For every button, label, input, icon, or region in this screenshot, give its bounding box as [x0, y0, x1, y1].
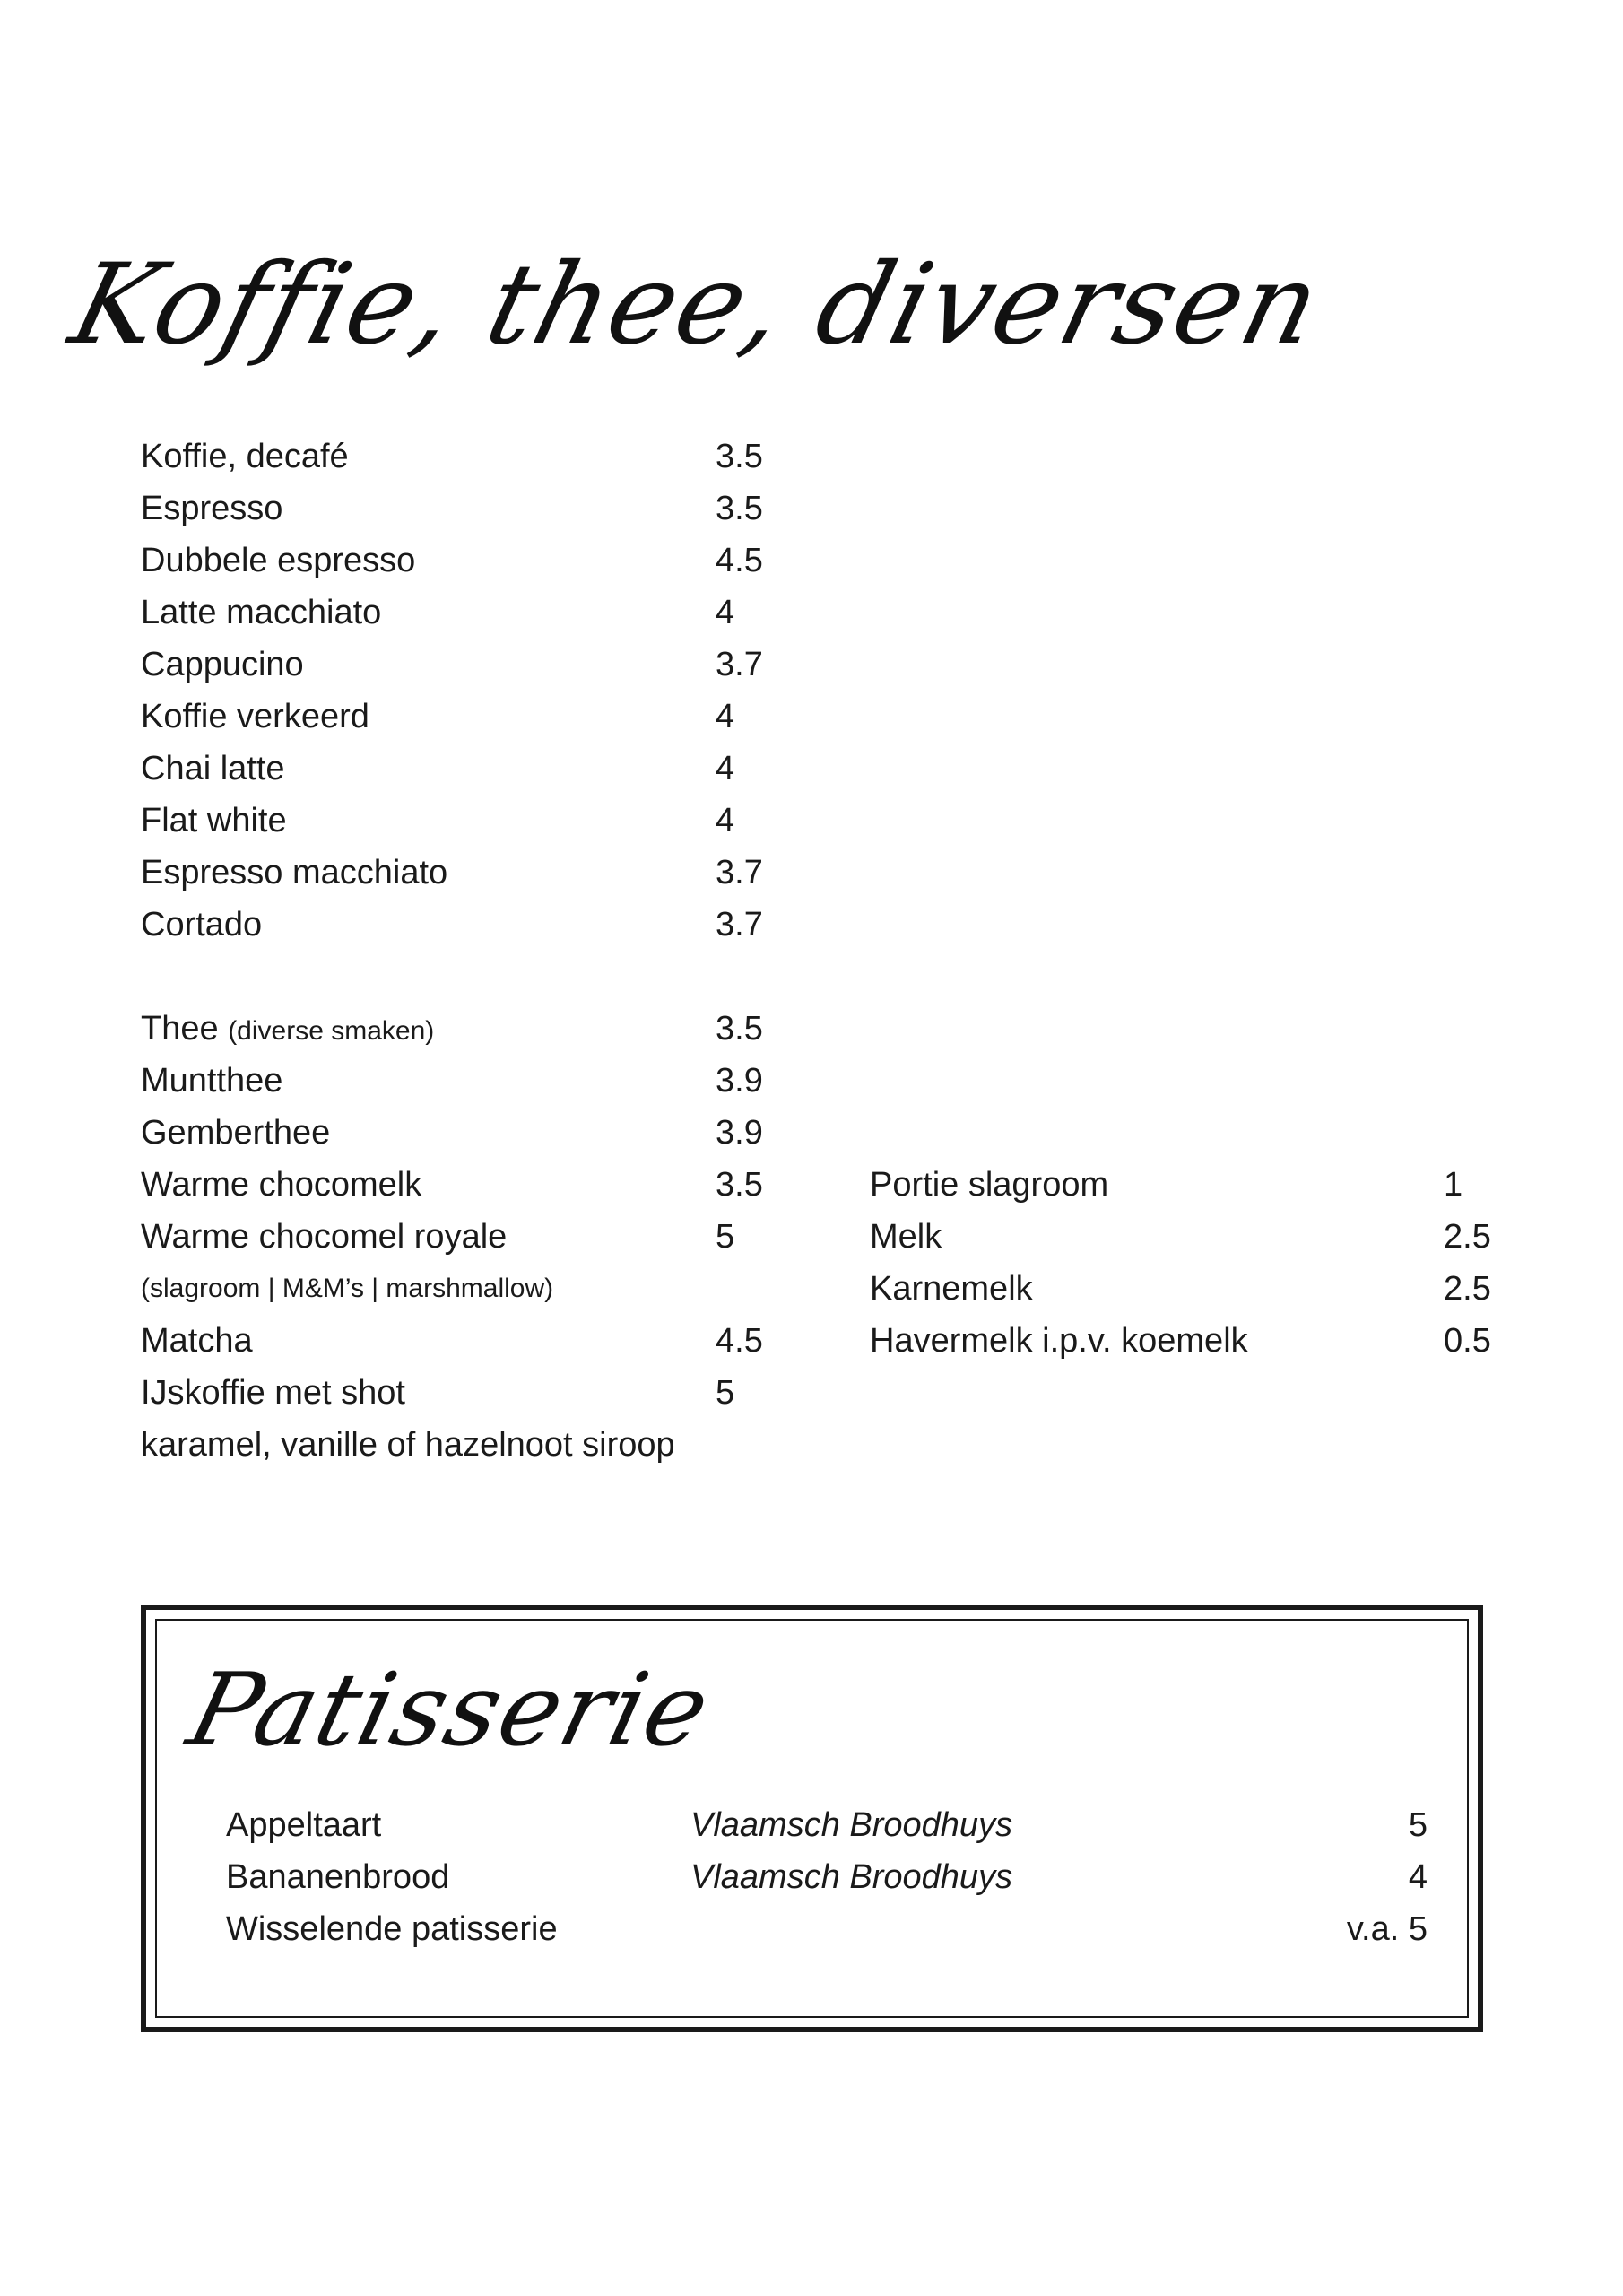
- item-note: (diverse smaken): [228, 1016, 435, 1046]
- item-name: IJskoffie met shot: [141, 1374, 405, 1412]
- item-name: Karnemelk: [870, 1270, 1033, 1308]
- item-price: 5: [716, 1218, 735, 1256]
- item-name: karamel, vanille of hazelnoot siroop: [141, 1426, 675, 1464]
- item-name: Gemberthee: [141, 1114, 331, 1152]
- item-price: v.a. 5: [1346, 1910, 1428, 1948]
- item-name: Cortado: [141, 906, 263, 944]
- item-source: Vlaamsch Broodhuys: [690, 1858, 1013, 1896]
- item-price: 4: [716, 802, 735, 839]
- item-price: 4: [716, 594, 735, 631]
- item-price: 3.5: [716, 490, 763, 527]
- item-price: 4.5: [716, 542, 763, 579]
- item-name: Dubbele espresso: [141, 542, 416, 579]
- menu-item: [226, 1799, 1428, 1851]
- item-price: 4: [716, 698, 735, 735]
- item-price: 4: [1408, 1858, 1428, 1896]
- item-price: 3.7: [716, 854, 763, 891]
- item-name: (slagroom | M&M’s | marshmallow): [141, 1274, 554, 1303]
- item-name: Havermelk i.p.v. koemelk: [870, 1322, 1248, 1360]
- item-name: Flat white: [141, 802, 287, 839]
- item-price: 3.7: [716, 646, 763, 683]
- item-price: 5: [1408, 1806, 1428, 1844]
- item-price: 4: [716, 750, 735, 787]
- item-name: Thee: [141, 1010, 219, 1048]
- item-price: 0.5: [1444, 1322, 1491, 1360]
- item-name: Muntthee: [141, 1062, 283, 1100]
- item-price: 2.5: [1444, 1270, 1491, 1308]
- item-name: Koffie verkeerd: [141, 698, 369, 735]
- item-price: 3.9: [716, 1062, 763, 1100]
- item-name: Bananenbrood: [226, 1858, 450, 1896]
- item-name: Warme chocomel royale: [141, 1218, 508, 1256]
- patisserie-title: Patisserie: [178, 1652, 723, 1769]
- item-price: 3.5: [716, 438, 763, 475]
- item-name: Wisselende patisserie: [226, 1910, 558, 1948]
- menu-title: Koffie, thee, diversen: [59, 240, 1334, 370]
- item-name: Espresso macchiato: [141, 854, 448, 891]
- item-name: Cappucino: [141, 646, 304, 683]
- item-price: 4.5: [716, 1322, 763, 1360]
- item-name: Melk: [870, 1218, 942, 1256]
- item-name: Latte macchiato: [141, 594, 382, 631]
- item-name: Appeltaart: [226, 1806, 382, 1844]
- item-price: 3.7: [716, 906, 763, 944]
- item-price: 2.5: [1444, 1218, 1491, 1256]
- menu-item: [226, 1903, 1428, 1955]
- item-price: 5: [716, 1374, 735, 1412]
- menu-item: [226, 1851, 1428, 1903]
- item-price: 3.5: [716, 1010, 763, 1048]
- item-price: 3.5: [716, 1166, 763, 1204]
- item-price: 1: [1444, 1166, 1463, 1204]
- item-name: Chai latte: [141, 750, 285, 787]
- item-price: 3.9: [716, 1114, 763, 1152]
- item-name: Warme chocomelk: [141, 1166, 422, 1204]
- item-name: Portie slagroom: [870, 1166, 1109, 1204]
- item-name: Koffie, decafé: [141, 438, 349, 475]
- item-source: Vlaamsch Broodhuys: [690, 1806, 1013, 1844]
- item-name: Espresso: [141, 490, 283, 527]
- item-name: Matcha: [141, 1322, 253, 1360]
